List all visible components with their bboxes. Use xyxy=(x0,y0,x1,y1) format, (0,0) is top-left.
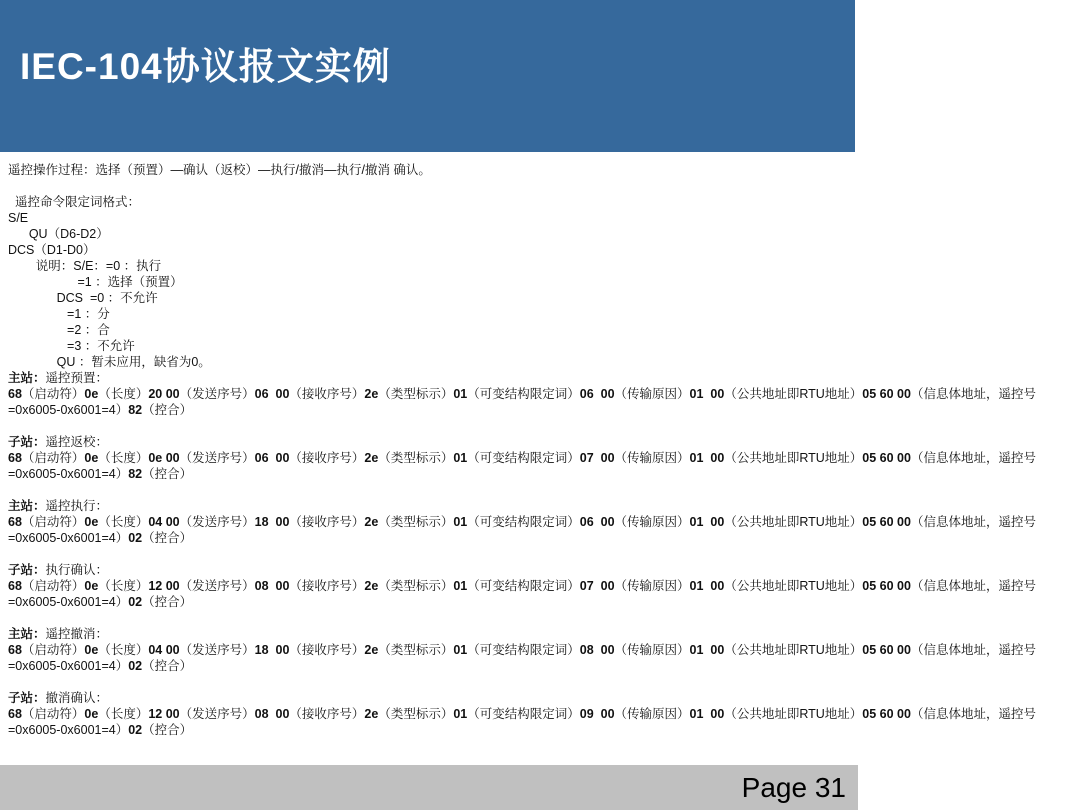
hex-byte: 82 xyxy=(128,403,143,417)
hex-byte: 02 xyxy=(128,531,143,545)
hex-byte: 68 xyxy=(8,643,22,657)
page-title: IEC-104协议报文实例 xyxy=(20,46,391,87)
hex-byte: 01 xyxy=(453,387,468,401)
message-bytes: 68（启动符）0e（长度）04 00（发送序号）18 00（接收序号）2e（类型标示）01（可变结构限定词）08 00（传输原因）01 00（公共地址即RTU地址）05 60 00（信息体地址，遥控号=0x6005-0x6001=4）02（控合） xyxy=(8,643,1036,673)
hex-byte: 2e xyxy=(364,515,379,529)
hex-byte: 12 00 xyxy=(148,707,180,721)
message-label: 主站：遥控撤消： xyxy=(8,627,109,641)
hex-byte: 02 xyxy=(128,659,143,673)
format-line: =1 ：选择（预置） xyxy=(8,275,183,289)
message-label: 子站：撤消确认： xyxy=(8,691,109,705)
message-bytes: 68（启动符）0e（长度）12 00（发送序号）08 00（接收序号）2e（类型标示）01（可变结构限定词）07 00（传输原因）01 00（公共地址即RTU地址）05 60 00（信息体地址，遥控号=0x6005-0x6001=4）02（控合） xyxy=(8,579,1036,609)
hex-byte: 02 xyxy=(128,723,143,737)
hex-byte: 2e xyxy=(364,579,379,593)
hex-byte: 0e xyxy=(84,643,99,657)
hex-byte: 01 xyxy=(453,643,468,657)
hex-byte: 05 60 00 xyxy=(862,515,911,529)
hex-byte: 68 xyxy=(8,387,22,401)
hex-byte: 01 00 xyxy=(689,387,725,401)
hex-byte: 0e xyxy=(84,579,99,593)
hex-byte: 01 00 xyxy=(689,515,725,529)
messages xyxy=(8,370,1066,738)
message-block xyxy=(8,370,1066,418)
format-line: S/E xyxy=(8,211,29,225)
format-line: =2 ：合 xyxy=(8,323,110,337)
hex-byte: 06 00 xyxy=(254,387,290,401)
hex-byte: 07 00 xyxy=(579,451,615,465)
hex-byte: 06 00 xyxy=(579,515,615,529)
hex-byte: 20 00 xyxy=(148,387,180,401)
hex-byte: 0e xyxy=(84,707,99,721)
station-label: 子站： xyxy=(8,691,46,705)
message-bytes: 68（启动符）0e（长度）20 00（发送序号）06 00（接收序号）2e（类型标示）01（可变结构限定词）06 00（传输原因）01 00（公共地址即RTU地址）05 60 00（信息体地址，遥控号=0x6005-0x6001=4）82（控合） xyxy=(8,387,1036,417)
page-number: Page 31 xyxy=(741,772,846,803)
hex-byte: 04 00 xyxy=(148,643,180,657)
format-line: 说明：S/E：=0 ：执行 xyxy=(8,259,162,273)
hex-byte: 12 00 xyxy=(148,579,180,593)
message-label: 子站：执行确认： xyxy=(8,563,109,577)
message-label: 主站：遥控执行： xyxy=(8,499,109,513)
hex-byte: 68 xyxy=(8,707,22,721)
format-line: =3 ：不允许 xyxy=(8,339,135,353)
message-bytes: 68（启动符）0e（长度）12 00（发送序号）08 00（接收序号）2e（类型标示）01（可变结构限定词）09 00（传输原因）01 00（公共地址即RTU地址）05 60 00（信息体地址，遥控号=0x6005-0x6001=4）02（控合） xyxy=(8,707,1036,737)
hex-byte: 08 00 xyxy=(254,579,290,593)
hex-byte: 01 00 xyxy=(689,707,725,721)
footer-bar xyxy=(0,765,858,810)
hex-byte: 68 xyxy=(8,579,22,593)
hex-byte: 06 00 xyxy=(579,387,615,401)
message-bytes: 68（启动符）0e（长度）0e 00（发送序号）06 00（接收序号）2e（类型标示）01（可变结构限定词）07 00（传输原因）01 00（公共地址即RTU地址）05 60 00（信息体地址，遥控号=0x6005-0x6001=4）82（控合） xyxy=(8,451,1036,481)
hex-byte: 05 60 00 xyxy=(862,387,911,401)
hex-byte: 07 00 xyxy=(579,579,615,593)
hex-byte: 01 00 xyxy=(689,643,725,657)
hex-byte: 09 00 xyxy=(579,707,615,721)
format-line: DCS（D1-D0） xyxy=(8,243,96,257)
hex-byte: 0e xyxy=(84,515,99,529)
hex-byte: 0e 00 xyxy=(148,451,180,465)
hex-byte: 82 xyxy=(128,467,143,481)
message-label: 主站：遥控预置： xyxy=(8,371,109,385)
station-label: 子站： xyxy=(8,563,46,577)
message-block xyxy=(8,690,1066,738)
hex-byte: 01 xyxy=(453,579,468,593)
hex-byte: 0e xyxy=(84,451,99,465)
hex-byte: 2e xyxy=(364,707,379,721)
qualifier-format-block xyxy=(8,194,1066,370)
intro-line: 遥控操作过程：选择（预置）—确认（返校）—执行/撤消—执行/撤消 确认。 xyxy=(8,163,431,177)
hex-byte: 18 00 xyxy=(254,643,290,657)
hex-byte: 06 00 xyxy=(254,451,290,465)
hex-byte: 68 xyxy=(8,451,22,465)
format-line: =1 ：分 xyxy=(8,307,110,321)
hex-byte: 05 60 00 xyxy=(862,451,911,465)
hex-byte: 01 xyxy=(453,707,468,721)
hex-byte: 05 60 00 xyxy=(862,643,911,657)
format-line: DCS =0 ：不允许 xyxy=(8,291,158,305)
station-label: 主站： xyxy=(8,371,46,385)
station-label: 子站： xyxy=(8,435,46,449)
hex-byte: 01 00 xyxy=(689,451,725,465)
station-label: 主站： xyxy=(8,499,46,513)
hex-byte: 2e xyxy=(364,451,379,465)
hex-byte: 08 00 xyxy=(579,643,615,657)
format-line: QU（D6-D2） xyxy=(8,227,109,241)
hex-byte: 2e xyxy=(364,387,379,401)
hex-byte: 01 xyxy=(453,515,468,529)
hex-byte: 2e xyxy=(364,643,379,657)
hex-byte: 01 00 xyxy=(689,579,725,593)
hex-byte: 08 00 xyxy=(254,707,290,721)
hex-byte: 02 xyxy=(128,595,143,609)
message-block xyxy=(8,498,1066,546)
format-line: QU ：暂未应用，缺省为0。 xyxy=(8,355,211,369)
title-bar xyxy=(0,0,855,152)
message-bytes: 68（启动符）0e（长度）04 00（发送序号）18 00（接收序号）2e（类型标示）01（可变结构限定词）06 00（传输原因）01 00（公共地址即RTU地址）05 60 00（信息体地址，遥控号=0x6005-0x6001=4）02（控合） xyxy=(8,515,1036,545)
station-label: 主站： xyxy=(8,627,46,641)
hex-byte: 68 xyxy=(8,515,22,529)
message-label: 子站：遥控返校： xyxy=(8,435,109,449)
hex-byte: 18 00 xyxy=(254,515,290,529)
slide-content xyxy=(8,162,1066,738)
message-block xyxy=(8,434,1066,482)
hex-byte: 05 60 00 xyxy=(862,579,911,593)
hex-byte: 01 xyxy=(453,451,468,465)
message-block xyxy=(8,626,1066,674)
hex-byte: 0e xyxy=(84,387,99,401)
hex-byte: 04 00 xyxy=(148,515,180,529)
message-block xyxy=(8,562,1066,610)
hex-byte: 05 60 00 xyxy=(862,707,911,721)
format-line: 遥控命令限定词格式： xyxy=(8,195,140,209)
